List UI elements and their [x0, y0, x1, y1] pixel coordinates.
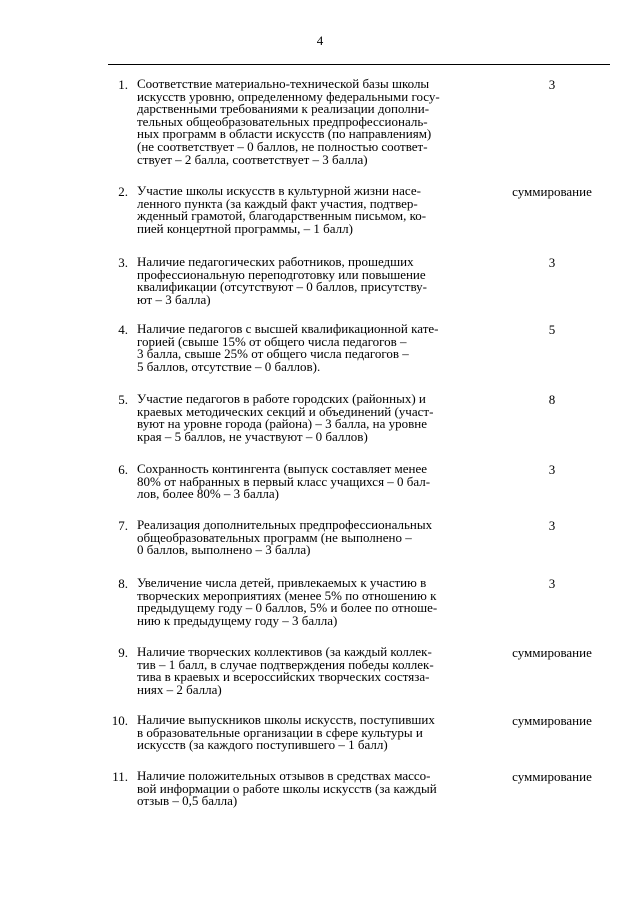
- criterion-description-line: Увеличение числа детей, привлекаемых к участию в: [137, 575, 427, 590]
- criterion-description-line: Наличие положительных отзывов в средствах массо-: [137, 768, 431, 783]
- criterion-description-line: 5 баллов, отсутствие – 0 баллов).: [137, 358, 321, 374]
- criterion-number: 11.: [112, 769, 128, 784]
- criterion-score: суммирование: [512, 769, 592, 784]
- criterion-score: 3: [548, 77, 556, 92]
- criterion-description-line: ют – 3 балла): [137, 291, 211, 307]
- criterion-description-line: жденный грамотой, благодарственным письмом, ко-: [137, 208, 427, 224]
- criterion-description-line: (не соответствует – 0 баллов, не полностью соответ-: [137, 138, 428, 154]
- criterion-score: суммирование: [512, 645, 592, 660]
- criterion-description: [137, 463, 489, 501]
- criterion-score: 3: [548, 518, 556, 533]
- criterion-description-line: 80% от набранных в первый класс учащихся – 0 бал-: [137, 473, 431, 489]
- criterion-description-line: общеобразовательных программ (не выполнено –: [137, 529, 412, 545]
- criterion-description: [137, 256, 489, 306]
- criterion-description-line: нию к предыдущему году – 3 балла): [137, 612, 338, 628]
- criterion-description-line: горией (свыше 15% от общего числа педагогов –: [137, 333, 407, 349]
- criterion-score: суммирование: [512, 713, 592, 728]
- criterion-number: 9.: [118, 645, 128, 660]
- criterion-description-line: искусств уровню, определенному федеральными госу-: [137, 88, 440, 104]
- criterion-description: [137, 323, 489, 373]
- criterion-score: 3: [548, 462, 556, 477]
- criterion-number: 5.: [118, 392, 128, 407]
- criterion-score: 8: [548, 392, 556, 407]
- criterion-number: 4.: [118, 322, 128, 337]
- page-number: 4: [316, 33, 324, 48]
- criterion-description-line: дарственными требованиями к реализации дополни-: [137, 101, 430, 117]
- criterion-number: 7.: [118, 518, 128, 533]
- criterion-number: 2.: [118, 184, 128, 199]
- criterion-description-line: тив – 1 балл, в случае подтверждения победы коллек-: [137, 656, 434, 672]
- criterion-number: 10.: [111, 713, 128, 728]
- criterion-score: 5: [548, 322, 556, 337]
- criterion-description-line: вой информации о работе школы искусств (за каждый: [137, 780, 437, 796]
- criterion-description: [137, 577, 489, 627]
- criterion-description-line: краевых методических секций и объединений (участ-: [137, 403, 434, 419]
- criterion-description-line: квалификации (отсутствуют – 0 баллов, присутству-: [137, 279, 427, 295]
- criterion-description-line: края – 5 баллов, не участвуют – 0 баллов): [137, 428, 368, 444]
- criterion-description-line: 0 баллов, выполнено – 3 балла): [137, 542, 311, 558]
- criterion-description-line: предыдущему году – 0 баллов, 5% и более по отноше-: [137, 600, 438, 616]
- criterion-description-line: Наличие педагогов с высшей квалификационной кате-: [137, 321, 439, 336]
- criterion-description-line: профессиональную переподготовку или повышение: [137, 266, 426, 282]
- criterion-score: суммирование: [512, 184, 592, 199]
- criterion-description-line: отзыв – 0,5 балла): [137, 793, 238, 809]
- criterion-number: 6.: [118, 462, 128, 477]
- criterion-description-line: ных программ в области искусств (по направлениям): [137, 126, 432, 142]
- criterion-description-line: Участие школы искусств в культурной жизни насе-: [137, 183, 421, 198]
- criterion-description-line: Наличие педагогических работников, прошедших: [137, 254, 414, 269]
- criterion-description: [137, 185, 489, 235]
- criterion-description: [137, 646, 489, 696]
- criterion-description-line: Сохранность контингента (выпуск составляет менее: [137, 461, 428, 476]
- criterion-description-line: Участие педагогов в работе городских (районных) и: [137, 391, 426, 406]
- criterion-description: [137, 770, 489, 808]
- criterion-number: 1.: [118, 77, 128, 92]
- criterion-description: [137, 714, 489, 752]
- criterion-description-line: 3 балла, свыше 25% от общего числа педагогов –: [137, 346, 409, 362]
- criterion-description-line: Реализация дополнительных предпрофессиональных: [137, 517, 433, 532]
- criterion-description-line: вуют на уровне города (района) – 3 балла, на уровне: [137, 416, 427, 432]
- criterion-description: [137, 393, 489, 443]
- criterion-description: [137, 519, 489, 557]
- criterion-number: 3.: [118, 255, 128, 270]
- criterion-description-line: ниях – 2 балла): [137, 681, 222, 697]
- criterion-score: 3: [548, 255, 556, 270]
- criterion-description-line: Наличие творческих коллективов (за каждый коллек-: [137, 644, 432, 659]
- criterion-description-line: искусств (за каждого поступившего – 1 балл): [137, 737, 388, 753]
- criterion-number: 8.: [118, 576, 128, 591]
- criterion-description-line: Соответствие материально-технической базы школы: [137, 76, 430, 91]
- criterion-description: [137, 78, 489, 166]
- criterion-description-line: пией концертной программы, – 1 балл): [137, 220, 353, 236]
- criterion-description-line: Наличие выпускников школы искусств, поступивших: [137, 712, 435, 727]
- criterion-description-line: лов, более 80% – 3 балла): [137, 486, 279, 502]
- criterion-description-line: творческих мероприятиях (менее 5% по отношению к: [137, 587, 437, 603]
- criterion-description-line: ствует – 2 балла, соответствует – 3 балла): [137, 151, 368, 167]
- criterion-score: 3: [548, 576, 556, 591]
- criterion-description-line: ленного пункта (за каждый факт участия, подтвер-: [137, 195, 418, 211]
- criterion-description-line: тива в краевых и всероссийских творческих состяза-: [137, 669, 430, 685]
- criterion-description-line: тельных общеобразовательных предпрофессиональ-: [137, 113, 428, 129]
- criterion-description-line: в образовательные организации в сфере культуры и: [137, 724, 423, 740]
